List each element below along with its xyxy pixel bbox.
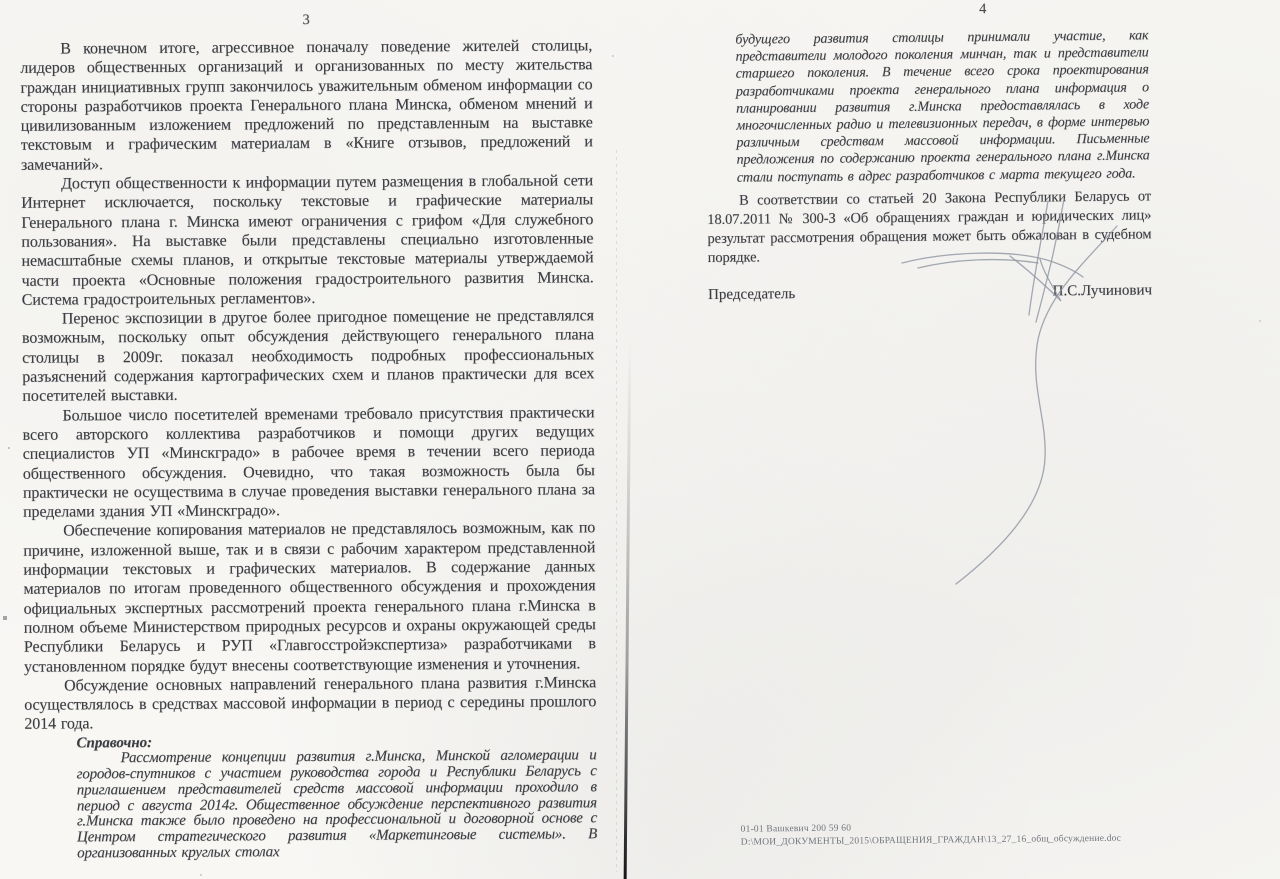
document-footer [741, 820, 1122, 849]
paragraph: Перенос экспозиции в другое более пригодное помещение не представлялся возможным, поскольку опыт обсуждения действующего генерального плана столицы в 2009г. показал необходимость подробных профессиональных разъяснений содержания картографических схем и планов практически для всех посетителей выставки. [21, 307, 595, 406]
signature-title: Председатель [707, 285, 796, 303]
page-fold-seam [624, 338, 632, 879]
signature-name: П.С.Лучинович [1052, 281, 1153, 300]
paragraph: Большое число посетителей временами требовало присутствия практически всего авторского коллектива разработчиков и помощи других ведущих специалистов УП «Минскградо» в рабочее время в течении всего периода общественного обсуждения. Очевидно, что такая возможность была бы практически не осуществима в случае проведения выставки генерального плана за пределами здания УП «Минскградо». [22, 403, 595, 521]
scanned-page-4 [705, 0, 1153, 848]
paragraph: В конечном итоге, агрессивное поначалу поведение жителей столицы, лидеров общественных организаций и организованных по месту жительства граждан инициативных групп закончилось уважительным обменом информации со стороны разработчиков проекта Генерального плана Минска, обменом мнений и цивилизованным изложением предложений по представленным на выставке текстовым и графическим материалам в «Книге отзывов, предложений и замечаний». [20, 37, 593, 174]
signature-row [708, 282, 1152, 304]
paper-speckles [0, 0, 2, 2]
legal-paragraph: В соответствии со статьей 20 Закона Республики Беларусь от 18.07.2011 № 300-З «Об обращениях граждан и юридических лиц» результат рассмотрения обращения может быть обжалован в судебном порядке. [707, 188, 1152, 267]
footer-line-2: D:\МОИ_ДОКУМЕНТЫ_2015\ОБРАЩЕНИЯ_ГРАЖДАН\13_27_16_общ_обсуждение.doc [740, 833, 1122, 848]
scanned-page-3 [20, 10, 597, 862]
note-continuation-paragraph: будущего развития столицы принимали участие, как представители молодого поколения минчан, так и представители старшего поколения. В течение всего срока проектирования разработчиками проекта генерального плана информация о планировании развития г.Минска предоставлялась в ходе многочисленных радио и телевизионных передач, в форме интервью различным средствам массовой информации. Письменные предложения по содержанию проекта генерального плана г.Минска стали поступать в адрес разработчиков с марта текущего года. [735, 28, 1150, 186]
page-number: 4 [978, 1, 987, 18]
page-edge-shadow [616, 150, 617, 872]
paragraph: Обеспечение копирования материалов не представлялось возможным, как по причине, изложенной выше, так и в связи с рабочим характером представленной информации текстовых и графических материалов. В содержание данных материалов по итогам проведенного общественного обсуждения и прохождения официальных экспертных рассмотрений проекта генерального плана г.Минска в полном объеме Министерством природных ресурсов и охраны окружающей среды Республики Беларусь и РУП «Главгосстройэкспертиза» разработчиками в установленном порядке будут внесены соответствующие изменения и уточнения. [23, 519, 596, 676]
note-label: Справочно: [76, 734, 153, 752]
paragraph: Доступ общественности к информации путем размещения в глобальной сети Интернет исключается, поскольку текстовые и графические материалы Генерального плана г. Минска имеют ограничения с грифом «Для служебного пользования». На выставке были представлены специально изготовленные немасштабные схемы планов, и открытые текстовые материалы утверждаемой части проекта «Основные положения градостроительного развития Минска. Система градостроительных регламентов». [21, 172, 594, 309]
paragraph: Обсуждение основных направлений генерального плана развития г.Минска осуществлялось в средствах массовой информации в период с середины прошлого 2014 года. [24, 674, 597, 734]
page-number: 3 [302, 11, 310, 29]
note-paragraph: Рассмотрение концепции развития г.Минска, Минской агломерации и городов-спутников с участием руководства города и Республики Беларусь с приглашением представителей средств массовой информации проходило в период с августа 2014г. Общественное обсуждение перспективного развития г.Минска также было проведено на профессиональной и договорной основе с Центром стратегического развития «Маркетинговые системы». В организованных круглых столах [76, 747, 598, 862]
footer-line-1: 01-01 Вашкевич 200 59 60 [740, 823, 852, 835]
